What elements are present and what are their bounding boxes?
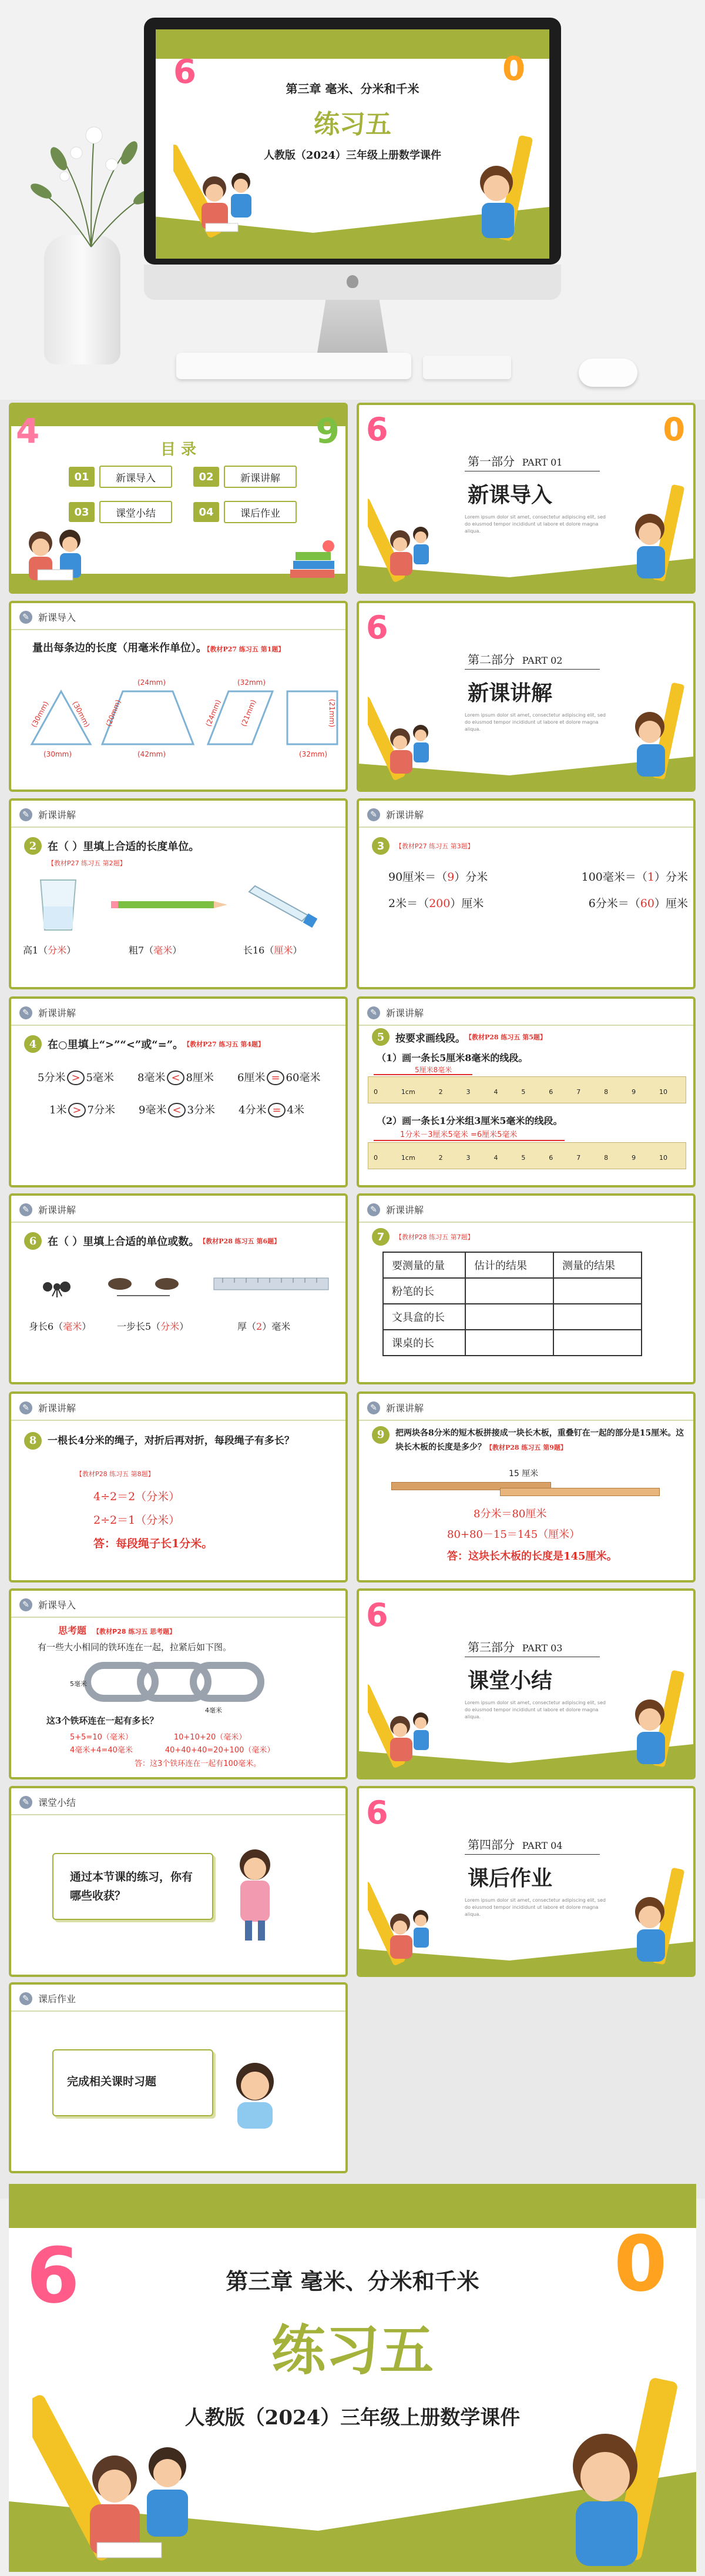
homework-slide [9, 1982, 348, 2173]
part3-filler: Lorem ipsum dolor sit amet, consectetur adipiscing elit, sed do eiusmod tempor incididunt ut labore et dolore magna aliqua. [465, 1700, 606, 1719]
pen-icon: ✎ [367, 1006, 380, 1019]
number-nine-icon: 9 [315, 411, 340, 451]
part4-label: 第四部分 PART 04 [468, 1838, 563, 1852]
kids-pencil-illustration [368, 1879, 432, 1973]
intro-question: 量出每条边的长度（用毫米作单位）。【教材P27 练习五 第1题】 [32, 642, 285, 654]
part1-label: 第一部分 PART 01 [468, 454, 563, 469]
q9-overlap-label: 15 厘米 [509, 1469, 539, 1478]
label-side-4: (20mm) [104, 698, 123, 728]
label-side-1: (30mm) [29, 700, 51, 729]
footprints-illustration [105, 1269, 182, 1302]
ruler-illustration [211, 1272, 334, 1296]
q3-number: 3 【教材P27 练习五 第3题】 [372, 837, 474, 855]
plant-vase-decoration [44, 235, 120, 364]
label-side-11: (21mm) [328, 698, 337, 728]
pencil-illustration [111, 898, 229, 912]
slide-header: 课堂小结 [38, 1797, 76, 1808]
label-side-2: (30mm) [70, 700, 92, 729]
part1-slide [357, 403, 696, 594]
slide-header: 新课讲解 [38, 1403, 76, 1414]
number-zero-icon: 0 [663, 411, 685, 448]
q3-row-2: 2米＝（200）厘米 6分米＝（60）厘米 [388, 897, 688, 910]
slide-header: 新课导入 [38, 1600, 76, 1611]
q9-slide [357, 1391, 696, 1583]
q4-slide [9, 996, 348, 1187]
q5-line2: （2）画一条长1分米组3厘米5毫米的线段。 [377, 1115, 563, 1126]
q6-item-2: 一步长5（分米） [117, 1321, 189, 1332]
slide-header: 新课讲解 [38, 1008, 76, 1019]
chain-label-2: 4毫米 [205, 1707, 222, 1714]
table-row: 粉笔的长 [383, 1278, 642, 1304]
label-side-3: (30mm) [43, 750, 72, 758]
q8-step-2: 2÷2＝1（分米） [93, 1514, 180, 1527]
q4-row-1: 5分米 > 5毫米 8毫米 < 8厘米 6厘米 = 60毫米 [38, 1072, 321, 1084]
thinking-tag: 思考题 【教材P28 练习五 思考题】 [58, 1625, 176, 1636]
intro-slide [9, 601, 348, 792]
pen-icon: ✎ [367, 808, 380, 821]
q6-item-1: 身长6（毫米） [29, 1321, 92, 1332]
slide-header: 新课讲解 [38, 1205, 76, 1216]
measure-table [382, 1252, 642, 1356]
toc-title: 目 录 [160, 441, 197, 459]
pen-icon: ✎ [19, 808, 32, 821]
part3-label: 第三部分 PART 03 [468, 1640, 563, 1654]
q7-slide [357, 1193, 696, 1384]
teacher-illustration [223, 1844, 287, 1944]
kids-pencil-illustration [368, 1682, 432, 1776]
thinking-answer: 答：这3个铁环连在一起有100毫米。 [135, 1759, 261, 1768]
part2-filler: Lorem ipsum dolor sit amet, consectetur adipiscing elit, sed do eiusmod tempor incididunt ut labore et dolore magna aliqua. [465, 712, 606, 732]
summary-slide [9, 1786, 348, 1977]
final-chapter: 第三章 毫米、分米和千米 [226, 2268, 479, 2294]
number-six-icon: 6 [173, 53, 196, 91]
desk-scene [0, 0, 705, 400]
q2-item-1: 高1（分米） [23, 945, 76, 956]
q3-row-1: 90厘米＝（9）分米 100毫米＝（1）分米 [388, 871, 688, 884]
q9-answer: 答：这块长木板的长度是145厘米。 [447, 1550, 617, 1563]
boy-with-pencil-illustration [626, 1670, 691, 1776]
plant-leaves-decoration [24, 118, 159, 253]
mouse [579, 359, 637, 387]
summary-text: 通过本节课的练习，你有哪些收获？ [70, 1871, 193, 1902]
monitor-screen-slide [156, 29, 549, 259]
trackpad [423, 356, 511, 379]
part2-slide [357, 601, 696, 792]
q9-step-1: 8分米＝80厘米 [474, 1508, 547, 1520]
slide-header: 新课讲解 [386, 1205, 424, 1216]
label-side-7: (24mm) [204, 698, 223, 728]
q5-slide [357, 996, 696, 1187]
number-six-icon: 6 [366, 609, 388, 646]
q6-slide [9, 1193, 348, 1384]
part2-title: 新课讲解 [468, 681, 553, 705]
q6-item-3: 厚（2）毫米 [237, 1321, 291, 1332]
pen-icon: ✎ [19, 611, 32, 624]
q2-ref: 【教材P27 练习五 第2题】 [48, 859, 126, 867]
glass-illustration [38, 877, 79, 933]
screen-subtitle: 人教版（2024）三年级上册数学课件 [263, 149, 442, 162]
final-cover-slide [9, 2184, 696, 2572]
ruler-2-ticks: 0 1cm 2 3 4 5 6 7 8 9 10 [374, 1154, 667, 1162]
part4-filler: Lorem ipsum dolor sit amet, consectetur adipiscing elit, sed do eiusmod tempor incididunt ut labore et dolore magna aliqua. [465, 1898, 606, 1917]
label-side-9: (21mm) [239, 698, 258, 728]
ant-illustration [41, 1275, 76, 1299]
boy-with-pencil-illustration [549, 2378, 690, 2572]
number-zero-icon: 0 [614, 2219, 667, 2309]
label-side-10: (32mm) [299, 750, 328, 758]
toothpaste-illustration [243, 880, 320, 933]
toc-item-2[interactable]: 新课讲解 [224, 466, 297, 488]
keyboard [176, 353, 411, 379]
q5-line1-label: 5厘米8毫米 [415, 1066, 452, 1074]
q2-question: 2 在（ ）里填上合适的长度单位。 [24, 837, 199, 855]
q8-answer: 答：每段绳子长1分米。 [93, 1537, 213, 1550]
q4-question: 4 在○里填上“>”“<”或“=”。 【教材P27 练习五 第4题】 [24, 1035, 264, 1053]
toc-item-3[interactable]: 课堂小结 [99, 501, 172, 523]
pen-icon: ✎ [19, 1598, 32, 1611]
toc-num-03: 03 [69, 502, 95, 522]
monitor-chin [144, 265, 561, 300]
pen-icon: ✎ [19, 1992, 32, 2005]
kids-reading-illustration [173, 135, 261, 247]
label-side-8: (32mm) [237, 678, 266, 687]
q2-item-3: 长16（厘米） [243, 945, 303, 956]
pen-icon: ✎ [19, 1401, 32, 1414]
q5-line1: （1）画一条长5厘米8毫米的线段。 [377, 1052, 528, 1063]
screen-chapter: 第三章 毫米、分米和千米 [286, 82, 419, 96]
part3-slide [357, 1588, 696, 1779]
part2-label: 第二部分 PART 02 [468, 653, 563, 667]
chain-label-1: 5毫米 [70, 1680, 87, 1688]
q7-number: 7 【教材P28 练习五 第7题】 [372, 1228, 474, 1246]
q2-slide [9, 798, 348, 989]
number-six-icon: 6 [366, 1597, 388, 1634]
number-six-icon: 6 [366, 1794, 388, 1831]
q8-slide [9, 1391, 348, 1583]
boy-with-pencil-illustration [626, 484, 691, 590]
homework-text: 完成相关课时习题 [67, 2075, 157, 2088]
chain-rings-illustration [82, 1658, 270, 1705]
kids-pencil-illustration [368, 496, 432, 590]
toc-item-1[interactable]: 新课导入 [99, 466, 172, 488]
thinking-calc-1: 5+5=10（毫米） 10+10+20（毫米） [70, 1733, 247, 1742]
screen-title: 练习五 [314, 109, 391, 139]
part4-title: 课后作业 [468, 1866, 553, 1891]
boy-with-pencil-illustration [626, 1868, 691, 1973]
number-four-icon: 4 [16, 411, 40, 451]
books-illustration [287, 537, 340, 584]
thinking-calc-2: 4毫米+4=40毫米 40+40+40=20+100（毫米） [70, 1746, 275, 1755]
toc-num-01: 01 [69, 467, 95, 487]
table-header-row: 要测量的量 估计的结果 测量的结果 [383, 1252, 642, 1278]
final-title: 练习五 [271, 2319, 434, 2382]
table-row: 文具盒的长 [383, 1304, 642, 1330]
q2-item-2: 粗7（毫米） [129, 945, 182, 956]
slide-header: 新课导入 [38, 612, 76, 623]
q4-row-2: 1米 > 7分米 9毫米 < 3分米 4分米 = 4米 [49, 1104, 304, 1116]
monitor-stand [317, 300, 388, 353]
q8-question: 8 一根长4分米的绳子，对折后再对折，每段绳子有多长？ [24, 1432, 330, 1450]
table-row: 课桌的长 [383, 1330, 642, 1356]
q5-line2-calc: 1分米－3厘米5毫米 =6厘米5毫米 [400, 1130, 518, 1139]
slide-header: 新课讲解 [386, 1403, 424, 1414]
thinking-q2: 这3个铁环连在一起有多长？ [46, 1715, 159, 1726]
q5-question: 5 按要求画线段。 【教材P28 练习五 第5题】 [372, 1028, 546, 1046]
board-2 [500, 1488, 660, 1496]
pen-icon: ✎ [19, 1203, 32, 1216]
q6-question: 6 在（ ）里填上合适的单位或数。 【教材P28 练习五 第6题】 [24, 1232, 280, 1250]
part4-slide [357, 1786, 696, 1977]
pen-icon: ✎ [367, 1401, 380, 1414]
q8-step-1: 4÷2＝2（分米） [93, 1490, 180, 1503]
toc-num-02: 02 [193, 467, 219, 487]
kids-pencil-illustration [368, 694, 432, 788]
q9-step-2: 80+80－15＝145（厘米） [447, 1528, 580, 1541]
boy-with-pencil-illustration [467, 135, 543, 253]
q8-ref: 【教材P28 练习五 第8题】 [76, 1470, 155, 1478]
slide-header: 新课讲解 [386, 809, 424, 821]
label-side-5: (24mm) [137, 678, 166, 687]
ruler-1-ticks: 0 1cm 2 3 4 5 6 7 8 9 10 [374, 1088, 667, 1096]
number-six-icon: 6 [366, 411, 388, 448]
thinking-question: 有一些大小相同的铁环连在一起，拉紧后如下图。 [38, 1642, 232, 1652]
part3-title: 课堂小结 [468, 1668, 553, 1693]
slide-header: 新课讲解 [386, 1008, 424, 1019]
toc-num-04: 04 [193, 502, 219, 522]
pen-icon: ✎ [19, 1796, 32, 1809]
kids-reading-illustration [20, 523, 96, 587]
final-subtitle: 人教版（2024）三年级上册数学课件 [184, 2406, 521, 2430]
girl-illustration [223, 2055, 287, 2132]
q3-slide [357, 798, 696, 989]
pen-icon: ✎ [367, 1203, 380, 1216]
number-six-icon: 6 [26, 2231, 80, 2320]
boy-with-pencil-illustration [626, 683, 691, 788]
slide-header: 课后作业 [38, 1993, 76, 2005]
toc-slide [9, 403, 348, 594]
part1-title: 新课导入 [468, 483, 553, 507]
slide-header: 新课讲解 [38, 809, 76, 821]
label-side-6: (42mm) [137, 750, 166, 758]
kids-reading-illustration [32, 2384, 209, 2572]
part1-filler: Lorem ipsum dolor sit amet, consectetur adipiscing elit, sed do eiusmod tempor incididunt ut labore et dolore magna aliqua. [465, 514, 606, 534]
q9-question: 9 把两块各8分米的短木板拼接成一块长木板，重叠钉在一起的部分是15厘米。这块长木板的长度是多少？【教材P28 练习五 第9题】 [372, 1426, 686, 1455]
pen-icon: ✎ [19, 1006, 32, 1019]
toc-item-4[interactable]: 课后作业 [224, 501, 297, 523]
number-zero-icon: 0 [502, 50, 525, 88]
apple-logo-icon [347, 275, 358, 288]
thinking-slide [9, 1588, 348, 1779]
